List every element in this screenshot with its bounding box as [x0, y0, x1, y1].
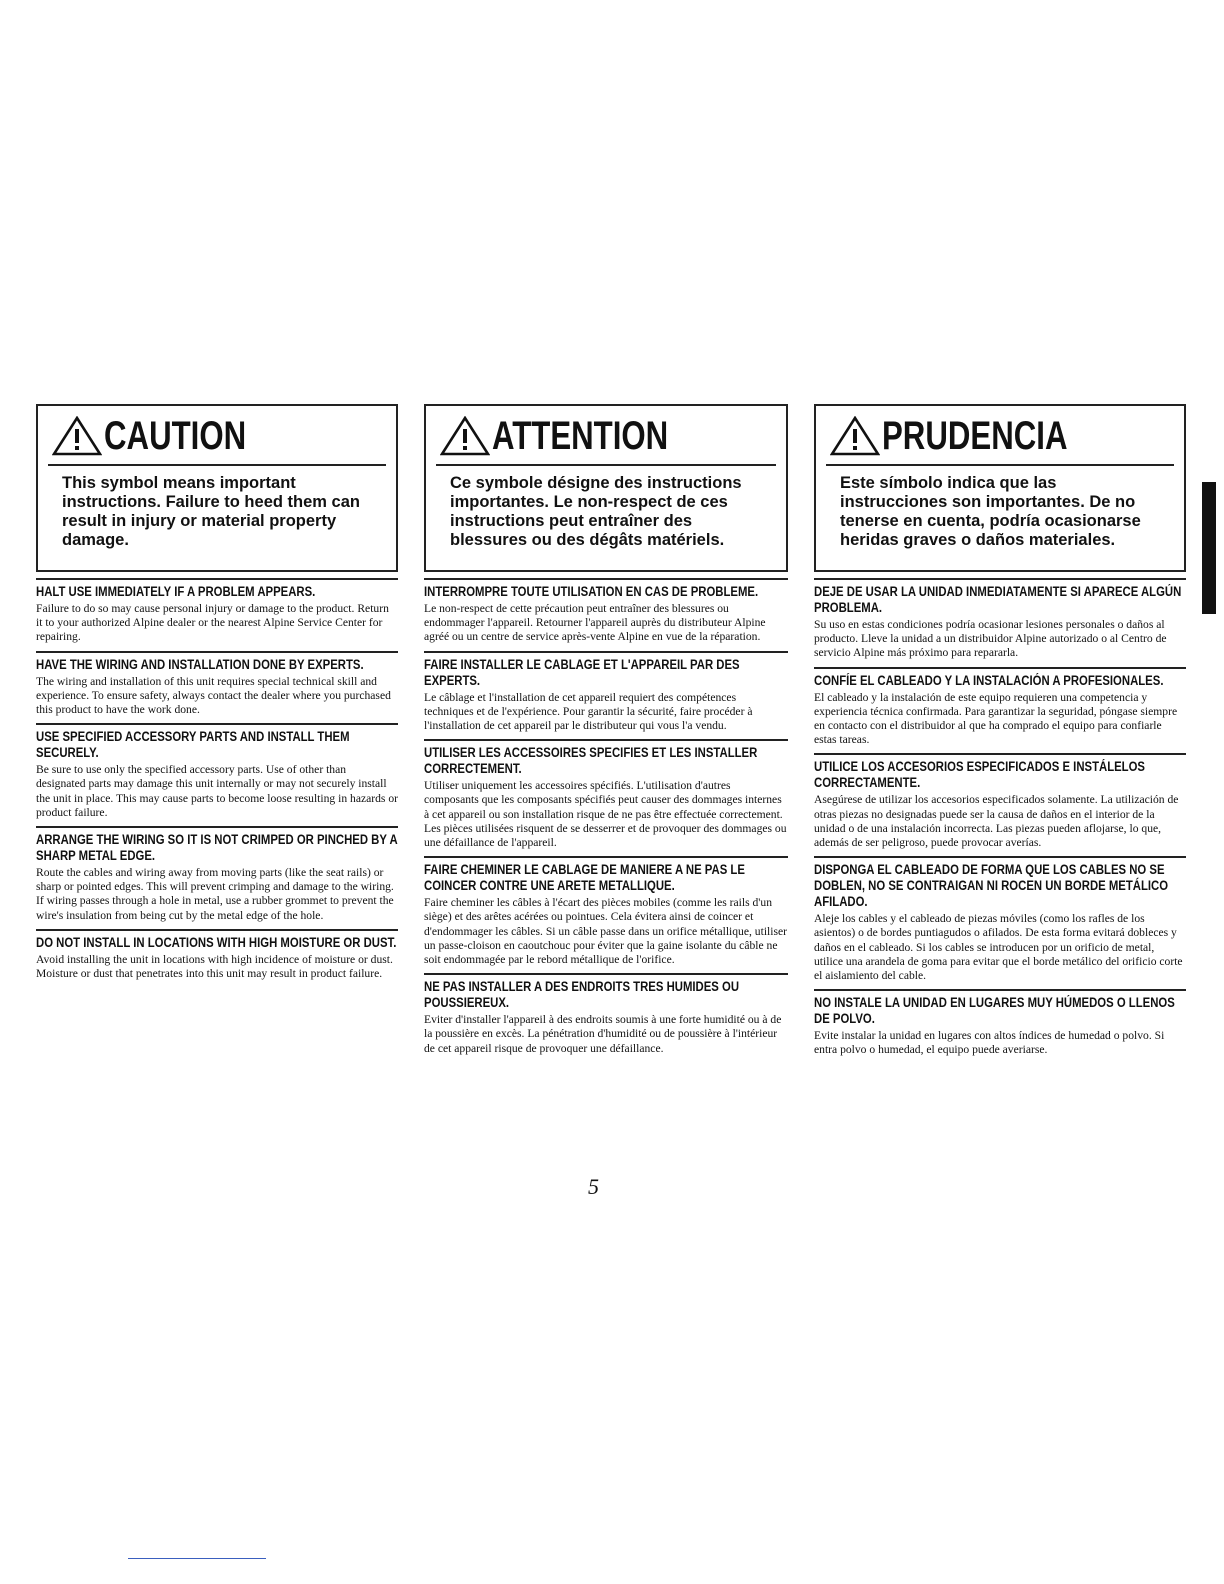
attention-section: [424, 651, 788, 734]
prudencia-section: [814, 989, 1186, 1057]
prudencia-notice-box: [826, 464, 1174, 560]
section-heading: CONFÍE EL CABLEADO Y LA INSTALACIÓN A PROFESIONALES.: [814, 672, 1164, 688]
prudencia-section: [814, 578, 1186, 661]
section-heading: ARRANGE THE WIRING SO IT IS NOT CRIMPED OR PINCHED BY A SHARP METAL EDGE.: [36, 832, 398, 864]
prudencia-sections: [814, 578, 1186, 1058]
attention-section: [424, 739, 788, 850]
prudencia-title: PRUDENCIA: [882, 414, 1068, 458]
section-body: Evite instalar la unidad en lugares con altos índices de humedad o polvo. Si entra polvo o humedad, el equipo puede averiarse.: [814, 1029, 1165, 1057]
prudencia-notice-text: Este símbolo indica que las instrucciones son importantes. De no tenerse en cuenta, podría ocasionarse heridas graves o daños materiales.: [840, 474, 1141, 549]
caution-section: [36, 723, 398, 820]
section-body: Le non-respect de cette précaution peut entraîner des blessures ou endommager l'appareil. Retourner l'appareil auprès du distributeur Alpine agréé ou un centre de service après-vente Alpine en vue de la réparation.: [424, 602, 766, 644]
caution-notice-box: [48, 464, 386, 560]
page-edge-tab: [1202, 482, 1216, 614]
section-body: Le câblage et l'installation de cet appareil requiert des compétences techniques et de l'expérience. Pour garantir la sécurité, faire procéder à l'installation de cet appareil par le distributeur qui vous l'a vendu.: [424, 690, 753, 733]
prudencia-section: [814, 667, 1186, 748]
section-body: Utiliser uniquement les accessoires spécifiés. L'utilisation d'autres composants que les composants spécifiés peut causer des dommages internes à cet appareil ou son installation risque de ne pas être effectuée correctement. Les pièces utilisées risquent de se desserrer et de provoquer des dommages ou une défaillance de l'appareil.: [424, 779, 787, 850]
column-french: [424, 404, 788, 1056]
section-heading: NE PAS INSTALLER A DES ENDROITS TRES HUMIDES OU POUSSIEREUX.: [424, 979, 740, 1011]
section-body: Route the cables and wiring away from moving parts (like the seat rails) or sharp or pointed edges. This will prevent crimping and damage to the wiring. If wiring passes through a hole in metal, use a rubber grommet to prevent the wire's insulation from being cut by the metal edge of the hole.: [36, 866, 394, 922]
attention-title: ATTENTION: [492, 414, 669, 458]
warning-triangle-icon: [830, 416, 880, 456]
section-heading: DEJE DE USAR LA UNIDAD INMEDIATAMENTE SI APARECE ALGÚN PROBLEMA.: [814, 584, 1182, 615]
prudencia-section: [814, 753, 1186, 850]
caution-title: CAUTION: [104, 414, 247, 458]
section-heading: DISPONGA EL CABLEADO DE FORMA QUE LOS CABLES NO SE DOBLEN, NO SE CONTRAIGAN NI ROCEN UN BORDE METÁLICO AFILADO.: [814, 862, 1169, 910]
attention-header: [426, 406, 786, 464]
warning-triangle-icon: [440, 416, 490, 456]
section-heading: DO NOT INSTALL IN LOCATIONS WITH HIGH MOISTURE OR DUST.: [36, 934, 397, 950]
section-heading: HAVE THE WIRING AND INSTALLATION DONE BY EXPERTS.: [36, 656, 364, 672]
prudencia-section: [814, 856, 1186, 983]
section-heading: HALT USE IMMEDIATELY IF A PROBLEM APPEARS.: [36, 584, 316, 599]
section-heading: USE SPECIFIED ACCESSORY PARTS AND INSTALL THEM SECURELY.: [36, 729, 350, 761]
column-english: [36, 404, 398, 981]
section-heading: INTERROMPRE TOUTE UTILISATION EN CAS DE PROBLEME.: [424, 584, 759, 599]
section-body: Be sure to use only the specified accessory parts. Use of other than designated parts may damage this unit internally or may not securely install the unit in place. This may cause parts to become loose resulting in hazards or product failure.: [36, 763, 398, 819]
caution-section: [36, 578, 398, 645]
caution-sections: [36, 578, 398, 981]
attention-section: [424, 856, 788, 967]
footer-rule: [128, 1558, 266, 1559]
section-body: Faire cheminer les câbles à l'écart des pièces mobiles (comme les rails d'un siège) et des arêtes acérées ou pointues. Cela évitera ainsi de coincer et d'endommager les câbles. Si un câble passe dans un orifice métallique, utiliser un passe-cloison en caoutchouc pour éviter que la gaine isolante du câble ne soit endommagée par le rebord métallique de l'orifice.: [424, 896, 787, 967]
section-body: Failure to do so may cause personal injury or damage to the product. Return it to your authorized Alpine dealer or the nearest Alpine Service Center for repairing.: [36, 602, 389, 644]
section-heading: FAIRE INSTALLER LE CABLAGE ET L'APPAREIL PAR DES EXPERTS.: [424, 656, 740, 688]
prudencia-box: [814, 404, 1186, 572]
section-body: Asegúrese de utilizar los accesorios especificados solamente. La utilización de otras piezas no designadas puede ser la causa de daños en el interior de la unidad o de una instalación incorrecta. Las piezas pueden aflojarse, lo que, además de ser peligroso, puede provocar averías.: [814, 793, 1179, 850]
prudencia-header: [816, 406, 1184, 464]
section-body: Avoid installing the unit in locations with high incidence of moisture or dust. Moisture or dust that penetrates into this unit may result in product failure.: [36, 952, 393, 981]
caution-box: [36, 404, 398, 572]
caution-header: [38, 406, 396, 464]
caution-notice-text: This symbol means important instructions. Failure to heed them can result in injury or material property damage.: [62, 474, 360, 549]
caution-section: [36, 651, 398, 718]
attention-sections: [424, 578, 788, 1056]
attention-notice-box: [436, 464, 776, 560]
column-spanish: [814, 404, 1186, 1058]
section-body: Su uso en estas condiciones podría ocasionar lesiones personales o daños al producto. Lleve la unidad a un distribuidor Alpine autorizado o al Centro de servicio Alpine más próximo para repararla.: [814, 618, 1167, 660]
section-body: Aleje los cables y el cableado de piezas móviles (como los rafles de los asientos) o de bordes puntiagudos o afilados. De esta forma evitará dobleces y daños en el cableado. Si los cables se introducen por un orificio de metal, utilice una arandela de goma para evitar que el borde metálico del orificio corte el aislamiento del cable.: [814, 912, 1183, 983]
attention-section: [424, 973, 788, 1056]
section-heading: NO INSTALE LA UNIDAD EN LUGARES MUY HÚMEDOS O LLENOS DE POLVO.: [814, 995, 1175, 1027]
attention-notice-text: Ce symbole désigne des instructions importantes. Le non-respect de ces instructions peut entraîner des blessures ou des dégâts matériels.: [450, 474, 742, 549]
warning-triangle-icon: [52, 416, 102, 456]
page-number: 5: [588, 1174, 599, 1199]
section-body: El cableado y la instalación de este equipo requieren una competencia y experiencia técnica confirmada. Para garantizar la seguridad, póngase siempre en contacto con el distribuidor al que ha comprado el equipo para confiarle estas tareas.: [814, 690, 1178, 747]
section-body: Eviter d'installer l'appareil à des endroits soumis à une forte humidité ou à de la poussière en excès. La pénétration d'humidité ou de poussière à l'intérieur de cet appareil risque de provoquer une défaillance.: [424, 1013, 782, 1055]
section-heading: UTILISER LES ACCESSOIRES SPECIFIES ET LES INSTALLER CORRECTEMENT.: [424, 745, 758, 777]
section-heading: UTILICE LOS ACCESORIOS ESPECIFICADOS E INSTÁLELOS CORRECTAMENTE.: [814, 759, 1145, 791]
attention-box: [424, 404, 788, 572]
caution-section: [36, 929, 398, 981]
attention-section: [424, 578, 788, 645]
section-body: The wiring and installation of this unit requires special technical skill and experience. To ensure safety, always contact the dealer where you purchased this product to have the work done.: [36, 674, 391, 717]
section-heading: FAIRE CHEMINER LE CABLAGE DE MANIERE A NE PAS LE COINCER CONTRE UNE ARETE METALLIQUE.: [424, 862, 745, 894]
caution-section: [36, 826, 398, 923]
